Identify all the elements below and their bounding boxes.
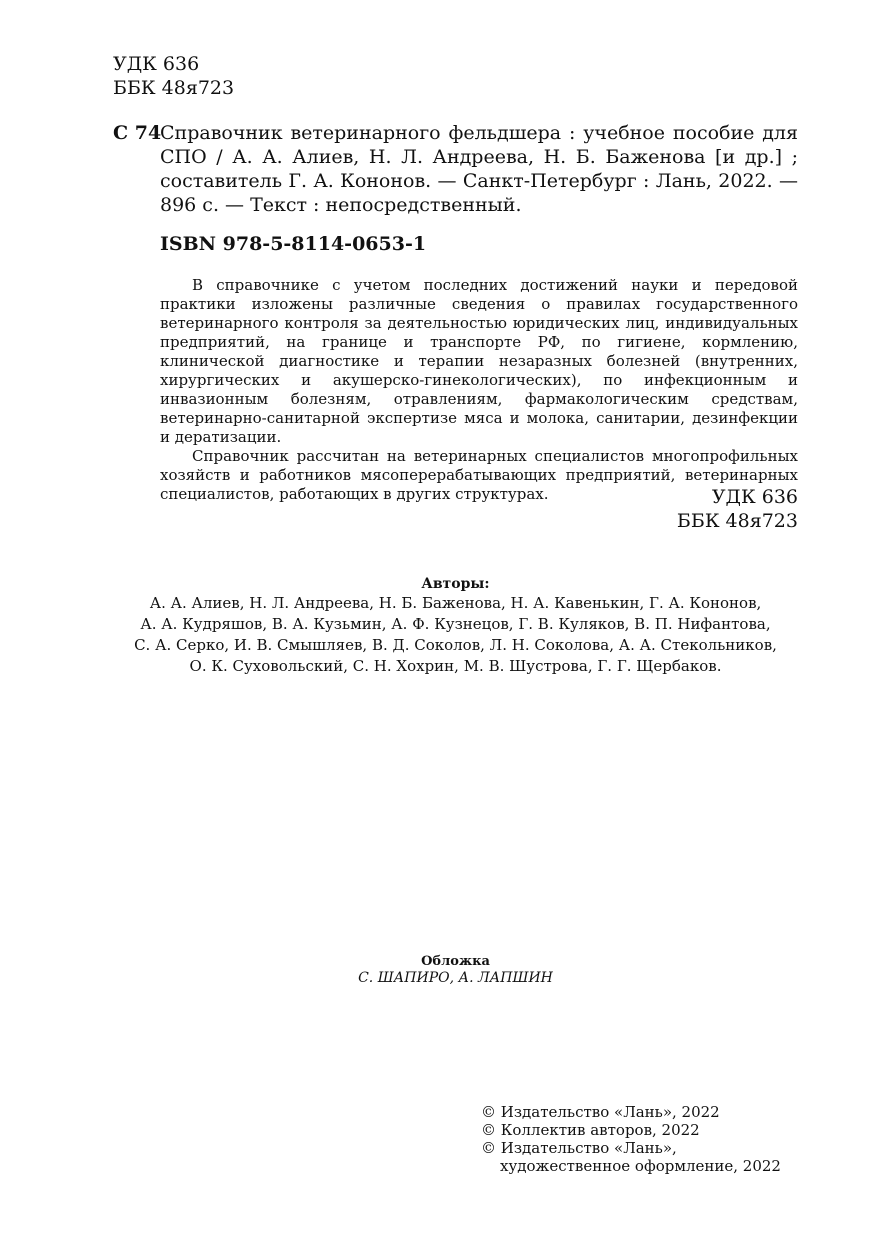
udk-code: УДК 636 (113, 53, 200, 75)
author-mark: С 74 (113, 122, 162, 144)
authors-line: С. А. Серко, И. В. Смышляев, В. Д. Соколов, Л. Н. Соколова, А. А. Стекольников, (134, 636, 777, 654)
authors-heading: Авторы: (421, 576, 490, 592)
bibliographic-record: Справочник ветеринарного фельдшера : учебное пособие для СПО / А. А. Алиев, Н. Л. Андреева, Н. Б. Баженова [и др.] ; составитель Г. А. Кононов. — Санкт-Петербург : Лань, 2022. — 896 с. — Текст : непосредственный. (160, 122, 798, 216)
udk-code: УДК 636 (711, 486, 798, 508)
authors-line: А. А. Кудряшов, В. А. Кузьмин, А. Ф. Кузнецов, Г. В. Куляков, В. П. Нифантова, (140, 615, 771, 633)
cover-designers: С. ШАПИРО, А. ЛАПШИН (358, 970, 553, 986)
cover-heading: Обложка (421, 954, 490, 969)
udk-bbk-header (113, 52, 234, 100)
annotation-paragraph: Справочник рассчитан на ветеринарных специалистов многопрофильных хозяйств и работников мясоперерабатывающих предприятий, ветеринарных специалистов, работающих в других структурах. (160, 447, 798, 503)
copyright-line: художественное оформление, 2022 (500, 1157, 781, 1175)
udk-bbk-footer (677, 485, 798, 533)
authors-line: О. К. Суховольский, С. Н. Хохрин, М. В. Шустрова, Г. Г. Щербаков. (189, 657, 722, 675)
copyright-line: © Издательство «Лань», (481, 1139, 677, 1157)
copyright-line: © Издательство «Лань», 2022 (481, 1103, 720, 1121)
annotation (160, 276, 798, 504)
authors-list (113, 593, 798, 677)
isbn: ISBN 978-5-8114-0653-1 (160, 233, 427, 255)
authors-line: А. А. Алиев, Н. Л. Андреева, Н. Б. Баженова, Н. А. Кавенькин, Г. А. Кононов, (149, 594, 762, 612)
copyright-line: © Коллектив авторов, 2022 (481, 1121, 700, 1139)
bbk-code: ББК 48я723 (676, 510, 798, 532)
annotation-paragraph: В справочнике с учетом последних достижений науки и передовой практики изложены различные сведения о правилах государственного ветеринарного контроля за деятельностью юридических лиц, индивидуальных предприятий, на границе и транспорте РФ, по гигиене, кормлению, клинической диагностике и терапии незаразных болезней (внутренних, хирургических и акушерско-гинекологических), по инфекционным и инвазионным болезням, отравлениям, фармакологическим средствам, ветеринарно-санитарной экспертизе мяса и молока, санитарии, дезинфекции и дератизации. (160, 276, 798, 446)
copyright-block (481, 1103, 781, 1175)
bbk-code: ББК 48я723 (113, 77, 235, 99)
